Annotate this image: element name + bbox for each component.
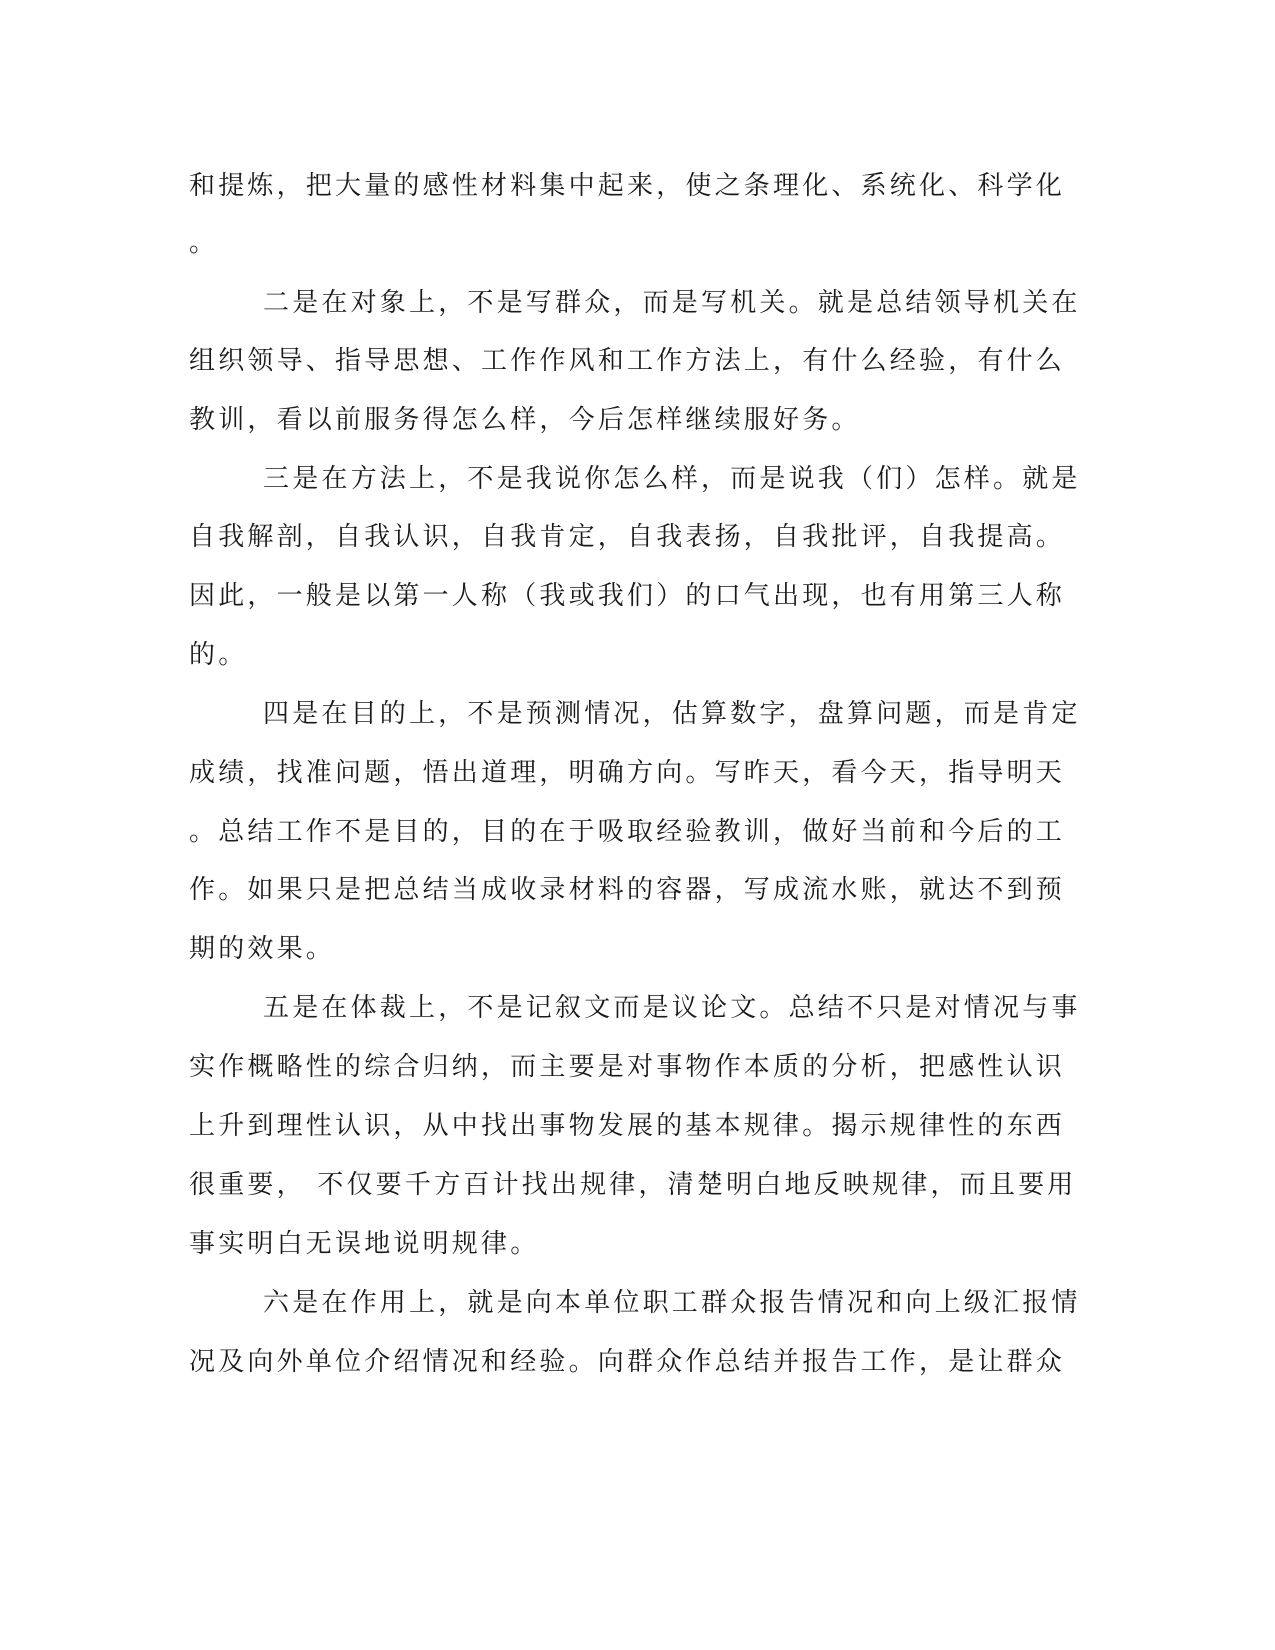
paragraph-2-line-1: 二是在对象上，不是写群众，而是写机关。就是总结领导机关在 bbox=[263, 288, 1081, 318]
paragraph-5-line-1: 五是在体裁上，不是记叙文而是议论文。总结不只是对情况与事 bbox=[263, 993, 1081, 1023]
paragraph-3-line-2: 自我解剖，自我认识，自我肯定，自我表扬，自我批评，自我提高。 bbox=[189, 522, 1066, 552]
text-line-2: 。 bbox=[189, 228, 219, 258]
paragraph-4-line-2: 成绩，找准问题，悟出道理，明确方向。写昨天，看今天，指导明天 bbox=[189, 758, 1066, 788]
paragraph-5-line-4: 很重要， 不仅要千方百计找出规律，清楚明白地反映规律，而且要用 bbox=[189, 1170, 1077, 1200]
paragraph-5-line-5: 事实明白无误地说明规律。 bbox=[189, 1229, 540, 1259]
text-line-1: 和提炼，把大量的感性材料集中起来，使之条理化、系统化、科学化 bbox=[189, 171, 1066, 201]
paragraph-5-line-3: 上升到理性认识，从中找出事物发展的基本规律。揭示规律性的东西 bbox=[189, 1111, 1066, 1141]
paragraph-2-line-2: 组织领导、指导思想、工作作风和工作方法上，有什么经验，有什么 bbox=[189, 346, 1066, 376]
paragraph-4-line-5: 期的效果。 bbox=[189, 934, 336, 964]
paragraph-3-line-4: 的。 bbox=[189, 640, 248, 670]
paragraph-3-line-3: 因此，一般是以第一人称（我或我们）的口气出现，也有用第三人称 bbox=[189, 581, 1066, 611]
paragraph-4-line-4: 作。如果只是把总结当成收录材料的容器，写成流水账，就达不到预 bbox=[189, 875, 1066, 905]
paragraph-6-line-1: 六是在作用上，就是向本单位职工群众报告情况和向上级汇报情 bbox=[263, 1288, 1081, 1318]
paragraph-5-line-2: 实作概略性的综合归纳，而主要是对事物作本质的分析，把感性认识 bbox=[189, 1052, 1066, 1082]
paragraph-6-line-2: 况及向外单位介绍情况和经验。向群众作总结并报告工作，是让群众 bbox=[189, 1347, 1066, 1377]
paragraph-4-line-3: 。总结工作不是目的，目的在于吸取经验教训，做好当前和今后的工 bbox=[189, 817, 1066, 847]
paragraph-2-line-3: 教训，看以前服务得怎么样，今后怎样继续服好务。 bbox=[189, 405, 861, 435]
paragraph-4-line-1: 四是在目的上，不是预测情况，估算数字，盘算问题，而是肯定 bbox=[263, 699, 1081, 729]
paragraph-3-line-1: 三是在方法上，不是我说你怎么样，而是说我（们）怎样。就是 bbox=[263, 464, 1081, 494]
